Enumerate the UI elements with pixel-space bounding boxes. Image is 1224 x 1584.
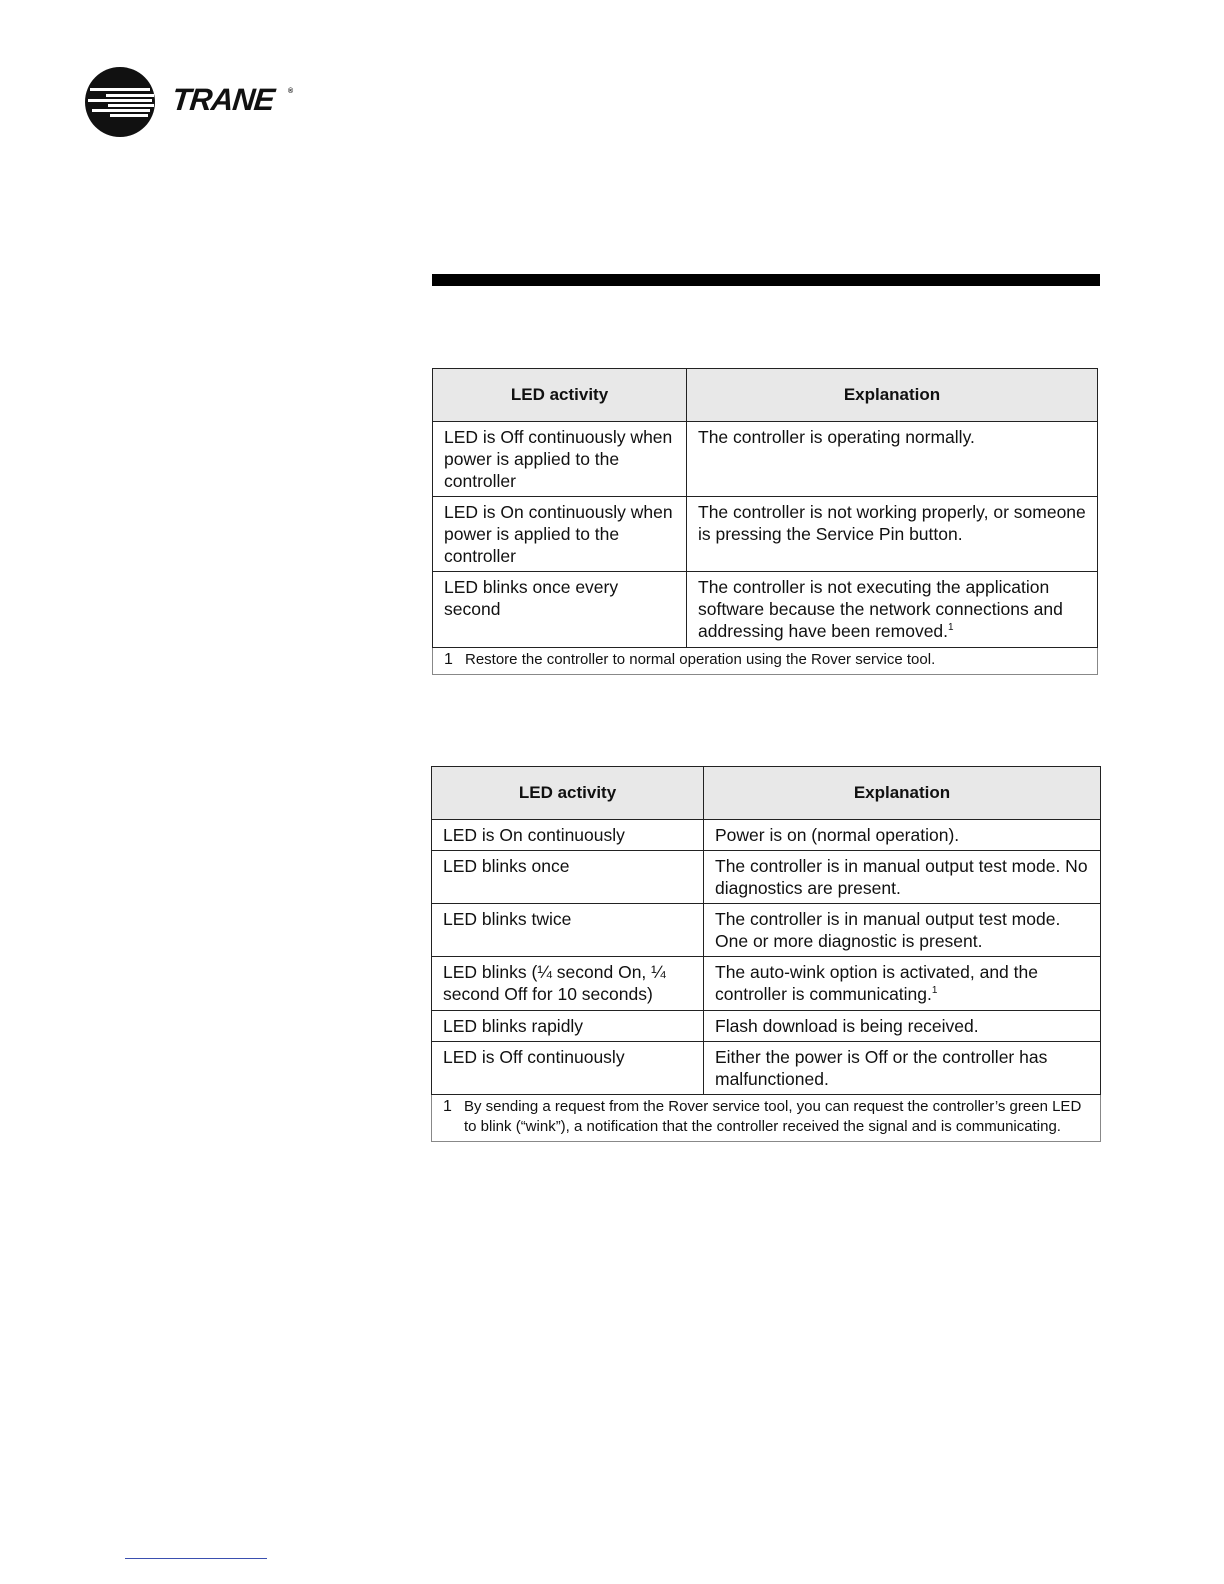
explanation-text: Power is on (normal operation). xyxy=(715,825,960,845)
led-activity-cell: LED is On continuously when power is applied to the controller xyxy=(433,497,687,572)
trane-globe-icon xyxy=(84,66,156,138)
explanation-cell xyxy=(687,572,1098,648)
explanation-cell xyxy=(704,904,1101,957)
column-header-activity: LED activity xyxy=(432,767,704,820)
table-header-row xyxy=(432,767,1101,820)
column-header-explanation: Explanation xyxy=(687,369,1098,422)
led-activity-cell: LED is Off continuously when power is applied to the controller xyxy=(433,422,687,497)
led-table-1 xyxy=(432,368,1098,675)
led-activity-cell: LED blinks twice xyxy=(432,904,704,957)
explanation-cell xyxy=(704,851,1101,904)
explanation-text: The auto-wink option is activated, and the controller is communicating. xyxy=(715,962,1038,1004)
explanation-text: The controller is operating normally. xyxy=(698,427,975,447)
footnote-cell xyxy=(433,648,1098,675)
footnote-ref: 1 xyxy=(931,985,938,997)
led-activity-cell: LED is On continuously xyxy=(432,820,704,851)
led-activity-cell: LED blinks once every second xyxy=(433,572,687,648)
explanation-text: The controller is not working properly, or someone is pressing the Service Pin button. xyxy=(698,502,1086,544)
explanation-cell xyxy=(704,820,1101,851)
footnote-number: 1 xyxy=(443,1098,452,1115)
footnote-text: Restore the controller to normal operation using the Rover service tool. xyxy=(465,651,936,668)
table-row xyxy=(432,1042,1101,1095)
table-row xyxy=(433,497,1098,572)
explanation-cell xyxy=(704,1042,1101,1095)
table-row xyxy=(432,957,1101,1011)
footnote-row xyxy=(432,1095,1101,1142)
table-row xyxy=(433,572,1098,648)
trane-logo xyxy=(84,66,314,140)
column-header-explanation: Explanation xyxy=(704,767,1101,820)
explanation-text: Either the power is Off or the controller has malfunctioned. xyxy=(715,1047,1048,1089)
led-activity-cell: LED blinks (¼ second On, ¼ second Off for 10 seconds) xyxy=(432,957,704,1011)
brand-wordmark: TRANE xyxy=(170,82,276,117)
table-row xyxy=(433,422,1098,497)
led-activity-cell: LED is Off continuously xyxy=(432,1042,704,1095)
explanation-text: The controller is not executing the application software because the network connections and addressing have been removed. xyxy=(698,577,1063,641)
led-table-2 xyxy=(431,766,1101,1142)
explanation-text: The controller is in manual output test mode. No diagnostics are present. xyxy=(715,856,1088,898)
table-row xyxy=(432,820,1101,851)
table-row xyxy=(432,904,1101,957)
footnote-row xyxy=(433,648,1098,675)
table-header-row xyxy=(433,369,1098,422)
led-activity-cell: LED blinks rapidly xyxy=(432,1011,704,1042)
footnote-ref: 1 xyxy=(948,622,954,634)
footer-link-rule xyxy=(125,1558,267,1559)
led-activity-cell: LED blinks once xyxy=(432,851,704,904)
explanation-text: The controller is in manual output test mode. One or more diagnostic is present. xyxy=(715,909,1061,951)
registered-mark: ® xyxy=(288,88,294,95)
explanation-cell xyxy=(704,1011,1101,1042)
table-row xyxy=(432,851,1101,904)
section-rule xyxy=(432,274,1100,286)
explanation-cell xyxy=(704,957,1101,1011)
footnote-number: 1 xyxy=(444,651,453,668)
explanation-cell xyxy=(687,497,1098,572)
explanation-cell xyxy=(687,422,1098,497)
explanation-text: Flash download is being received. xyxy=(715,1016,979,1036)
column-header-activity: LED activity xyxy=(433,369,687,422)
footnote-cell xyxy=(432,1095,1101,1142)
footnote-text: By sending a request from the Rover service tool, you can request the controller’s green LED to blink (“wink”), a notification that the controller received the signal and is communicating. xyxy=(464,1098,1082,1135)
table-row xyxy=(432,1011,1101,1042)
